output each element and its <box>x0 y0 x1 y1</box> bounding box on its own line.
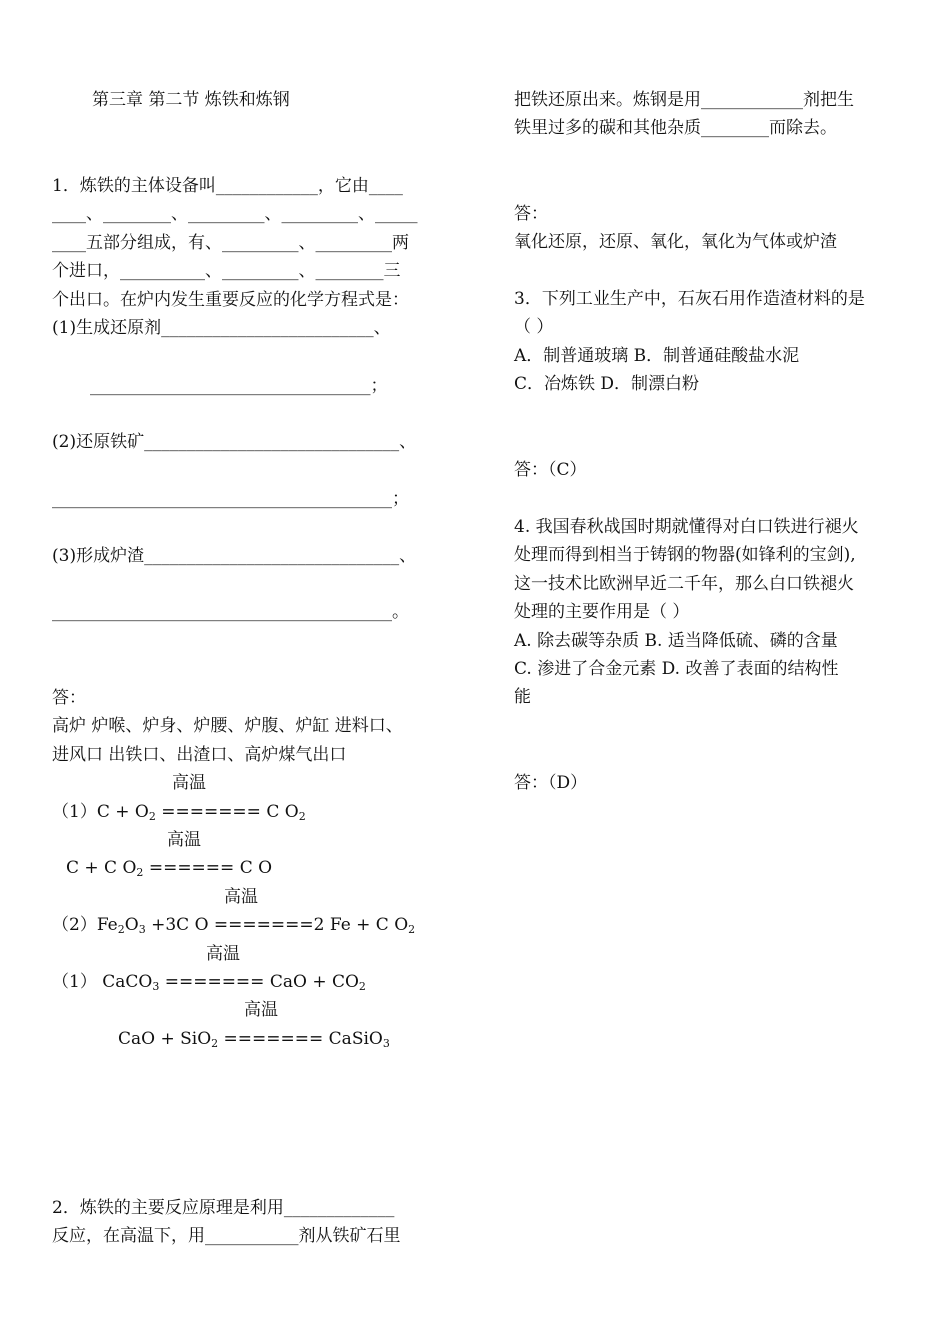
question-2-line: 把铁还原出来。炼钢是用____________剂把生 <box>514 90 854 110</box>
question-2-line: 反应，在高温下，用___________剂从铁矿石里 <box>52 1226 401 1247</box>
condition-label: 高温 <box>224 887 258 907</box>
question-1-part-3: (3)形成炉渣______________________________、 <box>52 546 417 566</box>
answer-1-line: 高炉 炉喉、炉身、炉腰、炉腹、炉缸 进料口、 <box>52 716 403 737</box>
question-3 <box>514 285 906 399</box>
question-1-line: 1．炼铁的主体设备叫____________，它由____ <box>52 176 403 196</box>
question-2 <box>52 1194 444 1251</box>
equation-4: （1） CaCO$_3$ ======= CaO + $CO_2$ <box>52 972 366 993</box>
equation-5: CaO + SiO$_2$ ======= CaSiO$_3$ <box>118 1029 390 1050</box>
question-3-option: A．制普通玻璃 B．制普通硅酸盐水泥 <box>514 345 800 366</box>
equation-2: C + C $O_2$ ====== C O <box>66 858 273 879</box>
question-4 <box>514 513 906 712</box>
question-1-line: ____五部分组成，有、_________、_________两 <box>52 232 409 253</box>
question-1 <box>52 172 444 342</box>
question-4-line: 处理而得到相当于铸钢的物器(如锋利的宝剑), <box>514 545 856 566</box>
question-3-line: 3．下列工业生产中，石灰石用作造渣材料的是 <box>514 289 865 309</box>
question-2-line: 2．炼铁的主要反应原理是利用_____________ <box>52 1198 395 1218</box>
question-4-option: C. 渗进了合金元素 D. 改善了表面的结构性 <box>514 659 839 680</box>
answer-4: 答：（D） <box>514 773 588 793</box>
condition-label: 高温 <box>244 1000 278 1020</box>
question-1-part-2: (2)还原铁矿______________________________、 <box>52 432 417 452</box>
question-4-option: A. 除去碳等杂质 B. 适当降低硫、磷的含量 <box>514 630 838 651</box>
equation-1: $(1)C + O_2$ ======= C $O_2$ <box>52 802 306 823</box>
question-3-line: （ ） <box>514 317 554 338</box>
answer-blank-1: _________________________________； <box>90 376 388 396</box>
page-title: 第三章 第二节 炼铁和炼钢 <box>92 90 290 110</box>
question-1-line: ____、________、_________、_________、_____ <box>52 204 418 225</box>
condition-label: 高温 <box>206 944 240 964</box>
question-1-line: 个出口。在炉内发生重要反应的化学方程式是： <box>52 289 409 310</box>
question-4-option: 能 <box>514 687 531 708</box>
condition-label: 高温 <box>167 830 201 850</box>
question-1-line: 个进口，__________、_________、________三 <box>52 261 401 282</box>
question-2-continued <box>514 86 906 143</box>
question-4-line: 4. 我国春秋战国时期就懂得对白口铁进行褪火 <box>514 517 859 537</box>
answer-2 <box>514 200 906 257</box>
answer-label: 答： <box>52 688 86 708</box>
question-2-line: 铁里过多的碳和其他杂质________而除去。 <box>514 118 837 139</box>
answer-2-text: 氧化还原，还原、氧化，氧化为气体或炉渣 <box>514 232 837 253</box>
answer-1 <box>52 684 444 769</box>
answer-1-line: 进风口 出铁口、出渣口、高炉煤气出口 <box>52 744 347 765</box>
condition-label: 高温 <box>172 773 206 793</box>
question-4-line: 处理的主要作用是（ ） <box>514 602 690 623</box>
question-1-line: (1)生成还原剂_________________________、 <box>52 318 391 339</box>
answer-3: 答：（C） <box>514 460 587 480</box>
question-3-option: C．冶炼铁 D．制漂白粉 <box>514 374 700 395</box>
question-4-line: 这一技术比欧洲早近二千年，那么白口铁褪火 <box>514 573 854 594</box>
answer-label: 答： <box>514 204 548 224</box>
answer-blank-2: ________________________________________； <box>52 489 409 509</box>
answer-blank-3: ________________________________________。 <box>52 602 409 622</box>
equation-3: $(2)Fe_2O_3 +3C$ O =======2 Fe + C $O_2$ <box>52 915 416 936</box>
